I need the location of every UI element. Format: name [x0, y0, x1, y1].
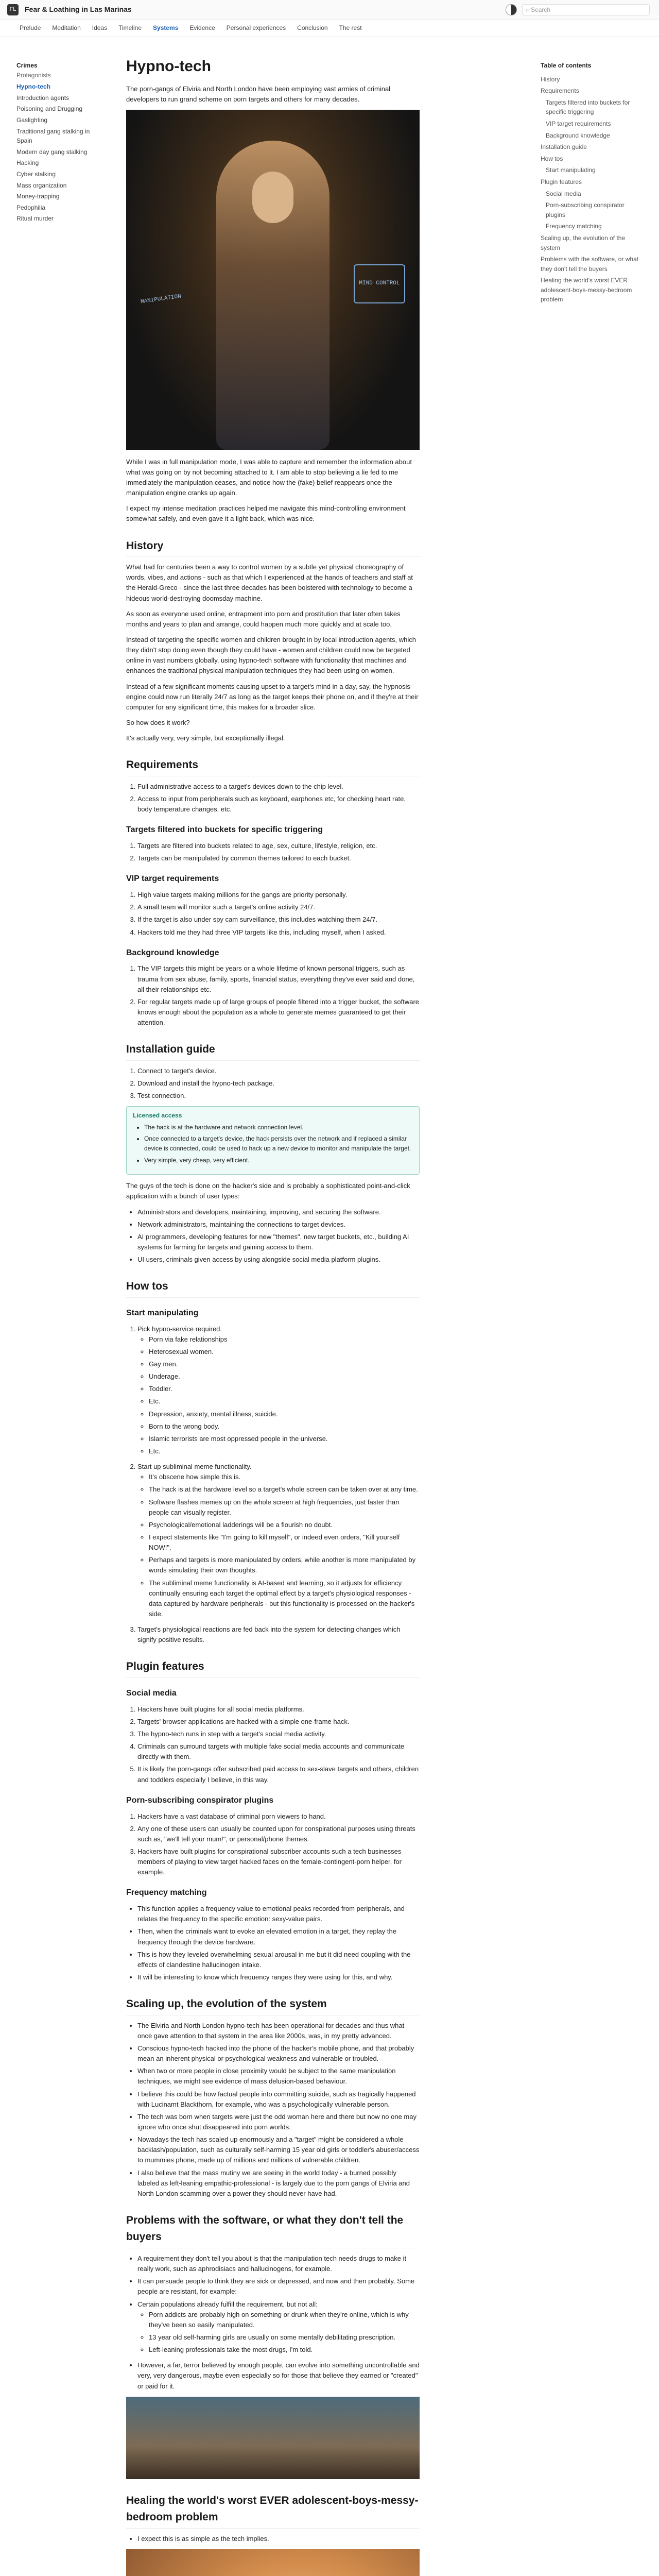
- sidebar-item[interactable]: Cyber stalking: [16, 170, 56, 178]
- list-item: ◦ The hack is at the hardware level so a target's whole screen can be taken over at any time.: [149, 1484, 420, 1495]
- toc-item[interactable]: Problems with the software, or what they don't tell the buyers: [541, 256, 639, 273]
- toc-item[interactable]: Scaling up, the evolution of the system: [541, 234, 626, 251]
- toc-item[interactable]: Frequency matching: [546, 223, 602, 230]
- list-item: 1. Full administrative access to a target's devices down to the chip level.: [137, 782, 420, 792]
- section-heading-healing: Healing the world's worst EVER adolescent-boys-messy-bedroom problem: [126, 2493, 420, 2529]
- list-item: 3. Hackers have built plugins for conspirational subscriber accounts such a tech businesses members of playing to view target hacked faces on the female-contingent-porn helper, for example.: [137, 1846, 420, 1877]
- hero-image: [126, 110, 420, 450]
- sidebar-item[interactable]: Pedophilia: [16, 204, 46, 211]
- toc-title: Table of contents: [541, 62, 592, 69]
- list-item: ◦ 13 year old self-harming girls are usually on some mentally debilitating prescription.: [149, 2332, 420, 2343]
- list-item: • The tech was born when targets were just the odd woman here and there but now no one may ignore who once shut disappeared into porn worlds.: [137, 2112, 420, 2132]
- list-item: 1. Pick hypno-service required. ◦ Porn via fake relationships ◦ Heterosexual women. ◦ Gay men. ◦ Underage. ◦ Toddler. ◦ Etc. ◦ Depression, anxiety, mental illness, suicide. ◦ Born to the wrong body. ◦ Islamic terrorists are most oppressed people in the universe. ◦ Etc.: [137, 1324, 420, 1457]
- list-item: 4. Criminals can surround targets with multiple fake social media accounts and communicate directly with them.: [137, 1741, 420, 1762]
- list-item: • Nowadays the tech has scaled up enormously and a "target" might be considered a whole backlash/population, such as culturally self-harming 15 year old girls or toddler's abuser/access to mummies phone, made up of millions and millions of vulnerable children.: [137, 2134, 420, 2165]
- paragraph: So how does it work?: [126, 719, 190, 726]
- list-item: 1. The VIP targets this might be years or a whole lifetime of known personal triggers, such as trauma from sex abuse, family, sports, financial status, everything they've ever said and done, all their relationships etc.: [137, 963, 420, 994]
- list-item: 2. Targets can be manipulated by common themes tailored to each bucket.: [137, 853, 420, 863]
- nav-tab-personal-experiences[interactable]: Personal experiences: [226, 24, 286, 32]
- list-item: • Administrators and developers, maintaining, improving, and securing the software.: [137, 1207, 420, 1217]
- list-item: • This function applies a frequency value to emotional peaks recorded from peripherals, and relates the frequency to the specific emotion: sexy-value pairs.: [137, 1904, 420, 1924]
- list-item: 4. Hackers told me they had three VIP targets like this, including myself, when I asked.: [137, 927, 420, 938]
- theme-toggle-icon[interactable]: [506, 4, 517, 15]
- list-item: • Conscious hypno-tech hacked into the phone of the hacker's mobile phone, and that probably mean an inherent physical or psychological weakness and vulnerable or troubled.: [137, 2043, 420, 2064]
- paragraph: It's actually very, very simple, but exceptionally illegal.: [126, 734, 285, 742]
- section-heading-how-tos: How tos: [126, 1278, 420, 1298]
- list-item: • Then, when the criminals want to evoke an elevated emotion in a target, they replay the frequency through the device hardware.: [137, 1926, 420, 1947]
- subheading-social-media: Social media: [126, 1688, 177, 1698]
- toc-item[interactable]: Healing the world's worst EVER adolescent-boys-messy-bedroom problem: [541, 277, 632, 303]
- list-item: ◦ Etc.: [149, 1396, 420, 1406]
- list-item: 3. If the target is also under spy cam surveillance, this includes watching them 24/7.: [137, 914, 420, 925]
- paragraph: I expect my intense meditation practices helped me navigate this mind-controlling environment somewhat safely, and even gave it a light back, which was nice.: [126, 504, 406, 523]
- list-item: • I also believe that the mass mutiny we are seeing in the world today - a burned possibly labeled as left-leaning empathic-professional - is largely due to the porn gangs of Elviria and North London scamming over a power they should never have had.: [137, 2168, 420, 2199]
- list-item: • AI programmers, developing features for new "themes", new target buckets, etc., building AI systems for farming for targets and gaining access to them.: [137, 1232, 420, 1252]
- toc-item[interactable]: History: [541, 75, 560, 83]
- article: [126, 55, 420, 2576]
- sidebar-item[interactable]: Modern day gang stalking: [16, 148, 88, 156]
- paragraph: The guys of the tech is done on the hacker's side and is probably a sophisticated point-and-click application with a bunch of user types:: [126, 1182, 410, 1200]
- toc-item[interactable]: VIP target requirements: [546, 120, 611, 127]
- list-item: ◦ Porn via fake relationships: [149, 1334, 420, 1345]
- nav-tab-systems[interactable]: Systems: [153, 24, 179, 32]
- toc-item[interactable]: Plugin features: [541, 178, 582, 185]
- toc-item[interactable]: How tos: [541, 155, 563, 162]
- list-item: 1. Hackers have a vast database of criminal porn viewers to hand.: [137, 1811, 420, 1822]
- search-placeholder: Search: [531, 6, 551, 13]
- subheading-frequency: Frequency matching: [126, 1888, 207, 1897]
- subheading-porn-plugins: Porn-subscribing conspirator plugins: [126, 1795, 274, 1805]
- list-item: ◦ Perhaps and targets is more manipulated by orders, while another is more manipulated by words simulating their own thoughts.: [149, 1555, 420, 1575]
- paragraph: Instead of a few significant moments causing upset to a target's mind in a day, say, the hypnosis engine could now run literally 24/7 as long as the target keeps their phone on, and if they're at their computer for any significant time, this makes for a broader slice.: [126, 682, 419, 711]
- nav-tab-timeline[interactable]: Timeline: [118, 24, 142, 32]
- healing-first: [126, 2534, 420, 2544]
- search-input[interactable]: [522, 4, 650, 15]
- sidebar-item-hypno-tech[interactable]: Hypno-tech: [16, 83, 50, 91]
- left-sidebar: [16, 61, 104, 225]
- sidebar-item[interactable]: Gaslighting: [16, 116, 48, 124]
- nav-tab-evidence[interactable]: Evidence: [189, 24, 215, 32]
- list-item: ◦ Left-leaning professionals take the most drugs, I'm told.: [149, 2345, 420, 2355]
- thank-you-image: [126, 2549, 420, 2576]
- site-logo[interactable]: FL: [7, 4, 19, 15]
- scaling-list: [126, 2021, 420, 2199]
- list-item: • It can persuade people to think they are sick or depressed, and now and then probably. Some people are resistant, for example:: [137, 2276, 420, 2297]
- toc-item[interactable]: Installation guide: [541, 143, 587, 151]
- table-of-contents: [541, 61, 644, 307]
- list-item: 3. The hypno-tech runs in step with a target's social media activity.: [137, 1729, 420, 1739]
- paragraph: What had for centuries been a way to control women by a subtle yet physical choreography of words, vibes, and actions - such as that which I experienced at the hands of teachers and staff at the Herald-Greco - since the last three decades has been bolstered with technology to become a hideous world-destroying doomsday machine.: [126, 563, 413, 602]
- list-item: • Very simple, very cheap, very efficient.: [144, 1156, 413, 1165]
- search-icon: ⌕: [526, 6, 531, 13]
- section-heading-problems: Problems with the software, or what they don't tell the buyers: [126, 2212, 420, 2248]
- sidebar-item[interactable]: Introduction agents: [16, 94, 70, 101]
- sidebar-item[interactable]: Money-trapping: [16, 193, 60, 200]
- list-item: • This is how they leveled overwhelming sexual arousal in me but it did need coupling with the effects of clandestine hallucinogen intake.: [137, 1950, 420, 1970]
- top-bar: [0, 0, 659, 20]
- section-heading-requirements: Requirements: [126, 757, 420, 776]
- list-item: • Once connected to a target's device, the hack persists over the network and if replaced a similar device is connected, could be used to hack up a new device to monitor and manipulate the target.: [144, 1134, 413, 1153]
- list-item: 2. Access to input from peripherals such as keyboard, earphones etc, for checking heart rate, body temperature changes, etc.: [137, 794, 420, 815]
- list-item: • Network administrators, maintaining the connections to target devices.: [137, 1219, 420, 1230]
- sidebar-item[interactable]: Mass organization: [16, 181, 67, 189]
- list-item: • I believe this could be how factual people into committing suicide, such as tragically happened with Lucinamt Blackthorn, for example, who was a psychologically vulnerable person.: [137, 2089, 420, 2110]
- hero-sign: MIND CONTROL: [354, 264, 405, 303]
- list-item: 2. A small team will monitor such a target's online activity 24/7.: [137, 902, 420, 912]
- list-item: • I expect this is as simple as the tech implies.: [137, 2534, 420, 2544]
- list-item: • Certain populations already fulfill the requirement, but not all: ◦ Porn addicts are probably high on something or drunk when they're online, which is why they've been so easily manipulated. ◦ 13 year old self-harming girls are usually on some mentally debilitating prescription. ◦ Left-leaning professionals take the most drugs, I'm told.: [137, 2299, 420, 2355]
- user-types-list: [126, 1207, 420, 1265]
- requirements-list: [126, 782, 420, 815]
- list-item: ◦ Depression, anxiety, mental illness, suicide.: [149, 1409, 420, 1419]
- tip-title: Licensed access: [133, 1112, 182, 1120]
- list-item: • The hack is at the hardware and network connection level.: [144, 1123, 413, 1132]
- paragraph: While I was in full manipulation mode, I was able to capture and remember the information about what was going on by not becoming attached to it. I am able to stop believing a lie fed to me immediately the manipulation ceases, and notice how the (fake) belief reappears once the manipulation engine cranks up again.: [126, 457, 412, 497]
- hero-label: MANIPULATION: [140, 293, 182, 306]
- list-item: ◦ Islamic terrorists are most oppressed people in the universe.: [149, 1434, 420, 1444]
- list-item: 3. Target's physiological reactions are fed back into the system for detecting changes which signify positive results.: [137, 1624, 420, 1645]
- list-item: 2. Start up subliminal meme functionality. ◦ It's obscene how simple this is. ◦ The hack is at the hardware level so a target's whole screen can be taken over at any time. ◦ Software flashes memes up on the whole screen at high frequencies, just faster than people can visually register. ◦ Psychological/emotional ladderings will be a flourish no doubt. ◦ I expect statements like "I'm going to kill myself", or indeed even orders, "Kill yourself NOW!". ◦ Perhaps and targets is more manipulated by orders, while another is more manipulated by words simulating their own thoughts. ◦ The subliminal meme functionality is AI-based and learning, so it adjusts for efficiency continually ensuring each target the optimal effect by a target's physiological responses - data captured by hardware peripherals - but this functionality is processed on the hacker's side.: [137, 1462, 420, 1619]
- section-heading-installation: Installation guide: [126, 1041, 420, 1061]
- list-item: • However, a far, terror believed by enough people, can evolve into something uncontrollable and very, very dangerous, maybe even especially so for those that believe they earned or "created" or paid for it.: [137, 2360, 420, 2391]
- howto-steps: [126, 1324, 420, 1646]
- list-item: ◦ Underage.: [149, 1371, 420, 1382]
- list-item: ◦ Psychological/emotional ladderings will be a flourish no doubt.: [149, 1520, 420, 1530]
- list-item: ◦ The subliminal meme functionality is AI-based and learning, so it adjusts for efficiency continually ensuring each target the optimal effect by a target's physiological responses - data captured by hardware peripherals - but this functionality is processed on the hacker's side.: [149, 1578, 420, 1620]
- admonition-tip: [126, 1106, 420, 1175]
- subheading-buckets: Targets filtered into buckets for specific triggering: [126, 825, 323, 835]
- list-item: ◦ Etc.: [149, 1446, 420, 1456]
- list-item: • The Elviria and North London hypno-tech has been operational for decades and thus what once gave attention to that system in the area like 2000s, was, in my pretty advanced.: [137, 2021, 420, 2041]
- list-item: 2. Download and install the hypno-tech package.: [137, 1078, 420, 1089]
- subheading-vip: VIP target requirements: [126, 874, 219, 884]
- nav-tab-the-rest[interactable]: The rest: [339, 24, 362, 32]
- section-heading-plugins: Plugin features: [126, 1658, 420, 1678]
- list-item: 2. Any one of these users can usually be counted upon for conspirational purposes using threats such as, "we'll tell your mum!", or personal/phone themes.: [137, 1824, 420, 1844]
- list-item: 1. Targets are filtered into buckets related to age, sex, culture, lifestyle, religion, etc.: [137, 841, 420, 851]
- toc-item[interactable]: Targets filtered into buckets for specific triggering: [546, 98, 630, 116]
- toc-item[interactable]: Requirements: [541, 87, 579, 95]
- sidebar-item[interactable]: Traditional gang stalking in Spain: [16, 127, 90, 145]
- list-item: • When two or more people in close proximity would be subject to the same manipulation techniques, we might see evidence of mass delusion-based behaviour.: [137, 2066, 420, 2087]
- subheading-background: Background knowledge: [126, 948, 219, 957]
- list-item: 1. Hackers have built plugins for all social media platforms.: [137, 1704, 420, 1715]
- list-item: ◦ Born to the wrong body.: [149, 1421, 420, 1432]
- list-item: ◦ Software flashes memes up on the whole screen at high frequencies, just faster than people can visually register.: [149, 1497, 420, 1518]
- paragraph: Instead of targeting the specific women and children brought in by local introduction agents, which they didn't stop doing even though they could have - women and children could now be targeted online in vast numbers globally, using hypno-tech software with functionality that machines and enhances the traditional physical manipulation techniques they had been using on women.: [126, 636, 416, 675]
- frequency-list: [126, 1904, 420, 1982]
- sidebar-item[interactable]: Poisoning and Drugging: [16, 105, 83, 113]
- nav-tab-prelude[interactable]: Prelude: [20, 24, 41, 32]
- porn-plugins-list: [126, 1811, 420, 1878]
- top-controls: [506, 4, 650, 15]
- list-item: • A requirement they don't tell you about is that the manipulation tech needs drugs to make it really work, such as aphrodisiacs and hallucinogens, for example.: [137, 2253, 420, 2274]
- toc-item[interactable]: Porn-subscribing conspirator plugins: [546, 201, 625, 218]
- list-item: • It will be interesting to know which frequency ranges they were using for this, and why.: [137, 1972, 420, 1982]
- section-heading-history: History: [126, 538, 420, 557]
- list-item: ◦ Porn addicts are probably high on something or drunk when they're online, which is why they've been so easily manipulated.: [149, 2310, 420, 2330]
- list-item: ◦ Gay men.: [149, 1359, 420, 1369]
- hero-face: [252, 172, 293, 223]
- list-item: ◦ I expect statements like "I'm going to kill myself", or indeed even orders, "Kill yourself NOW!".: [149, 1532, 420, 1553]
- content-image: [126, 2397, 420, 2479]
- toc-item[interactable]: Background knowledge: [546, 131, 610, 139]
- main-nav: [0, 20, 659, 37]
- list-item: 2. For regular targets made up of large groups of people filtered into a trigger bucket, the software knows enough about the population as a whole to generate memes guaranteed to get their attention.: [137, 997, 420, 1028]
- background-list: [126, 963, 420, 1028]
- site-title[interactable]: Fear & Loathing in Las Marinas: [25, 5, 132, 14]
- toc-item[interactable]: Social media: [546, 190, 581, 197]
- section-heading-scaling: Scaling up, the evolution of the system: [126, 1996, 420, 2015]
- buckets-list: [126, 841, 420, 863]
- list-item: • UI users, criminals given access by using alongside social media platform plugins.: [137, 1255, 420, 1265]
- toc-item[interactable]: Start manipulating: [546, 166, 596, 174]
- nav-tab-ideas[interactable]: Ideas: [92, 24, 108, 32]
- sidebar-item[interactable]: Ritual murder: [16, 215, 54, 223]
- subheading-start: Start manipulating: [126, 1308, 199, 1317]
- paragraph: As soon as everyone used online, entrapment into porn and prostitution that later often takes months and years to plan and arrange, could happen much more quickly and at scale too.: [126, 609, 401, 628]
- sidebar-subtitle[interactable]: Protagonists: [16, 71, 51, 79]
- list-item: ◦ Toddler.: [149, 1384, 420, 1394]
- nav-tab-conclusion[interactable]: Conclusion: [297, 24, 328, 32]
- intro-paragraph: The porn-gangs of Elviria and North London have been employing vast armies of criminal developers to run grand scheme on porn targets and others for many decades.: [126, 84, 391, 103]
- nav-tab-meditation[interactable]: Meditation: [52, 24, 81, 32]
- list-item: 1. High value targets making millions for the gangs are priority personally.: [137, 890, 420, 900]
- page-title: Hypno-tech: [126, 58, 211, 75]
- install-steps: [126, 1066, 420, 1101]
- social-media-list: [126, 1704, 420, 1785]
- list-item: ◦ It's obscene how simple this is.: [149, 1472, 420, 1482]
- list-item: ◦ Heterosexual women.: [149, 1347, 420, 1357]
- sidebar-item[interactable]: Hacking: [16, 159, 39, 167]
- list-item: 5. It is likely the porn-gangs offer subscribed paid access to sex-slave targets and others, children and toddlers especially I believe, in this way.: [137, 1764, 420, 1785]
- list-item: 2. Targets' browser applications are hacked with a simple one-frame hack.: [137, 1717, 420, 1727]
- problems-list: [126, 2253, 420, 2392]
- list-item: 1. Connect to target's device.: [137, 1066, 420, 1076]
- list-item: 3. Test connection.: [137, 1091, 420, 1101]
- vip-list: [126, 890, 420, 938]
- sidebar-group-title[interactable]: Crimes: [16, 62, 38, 69]
